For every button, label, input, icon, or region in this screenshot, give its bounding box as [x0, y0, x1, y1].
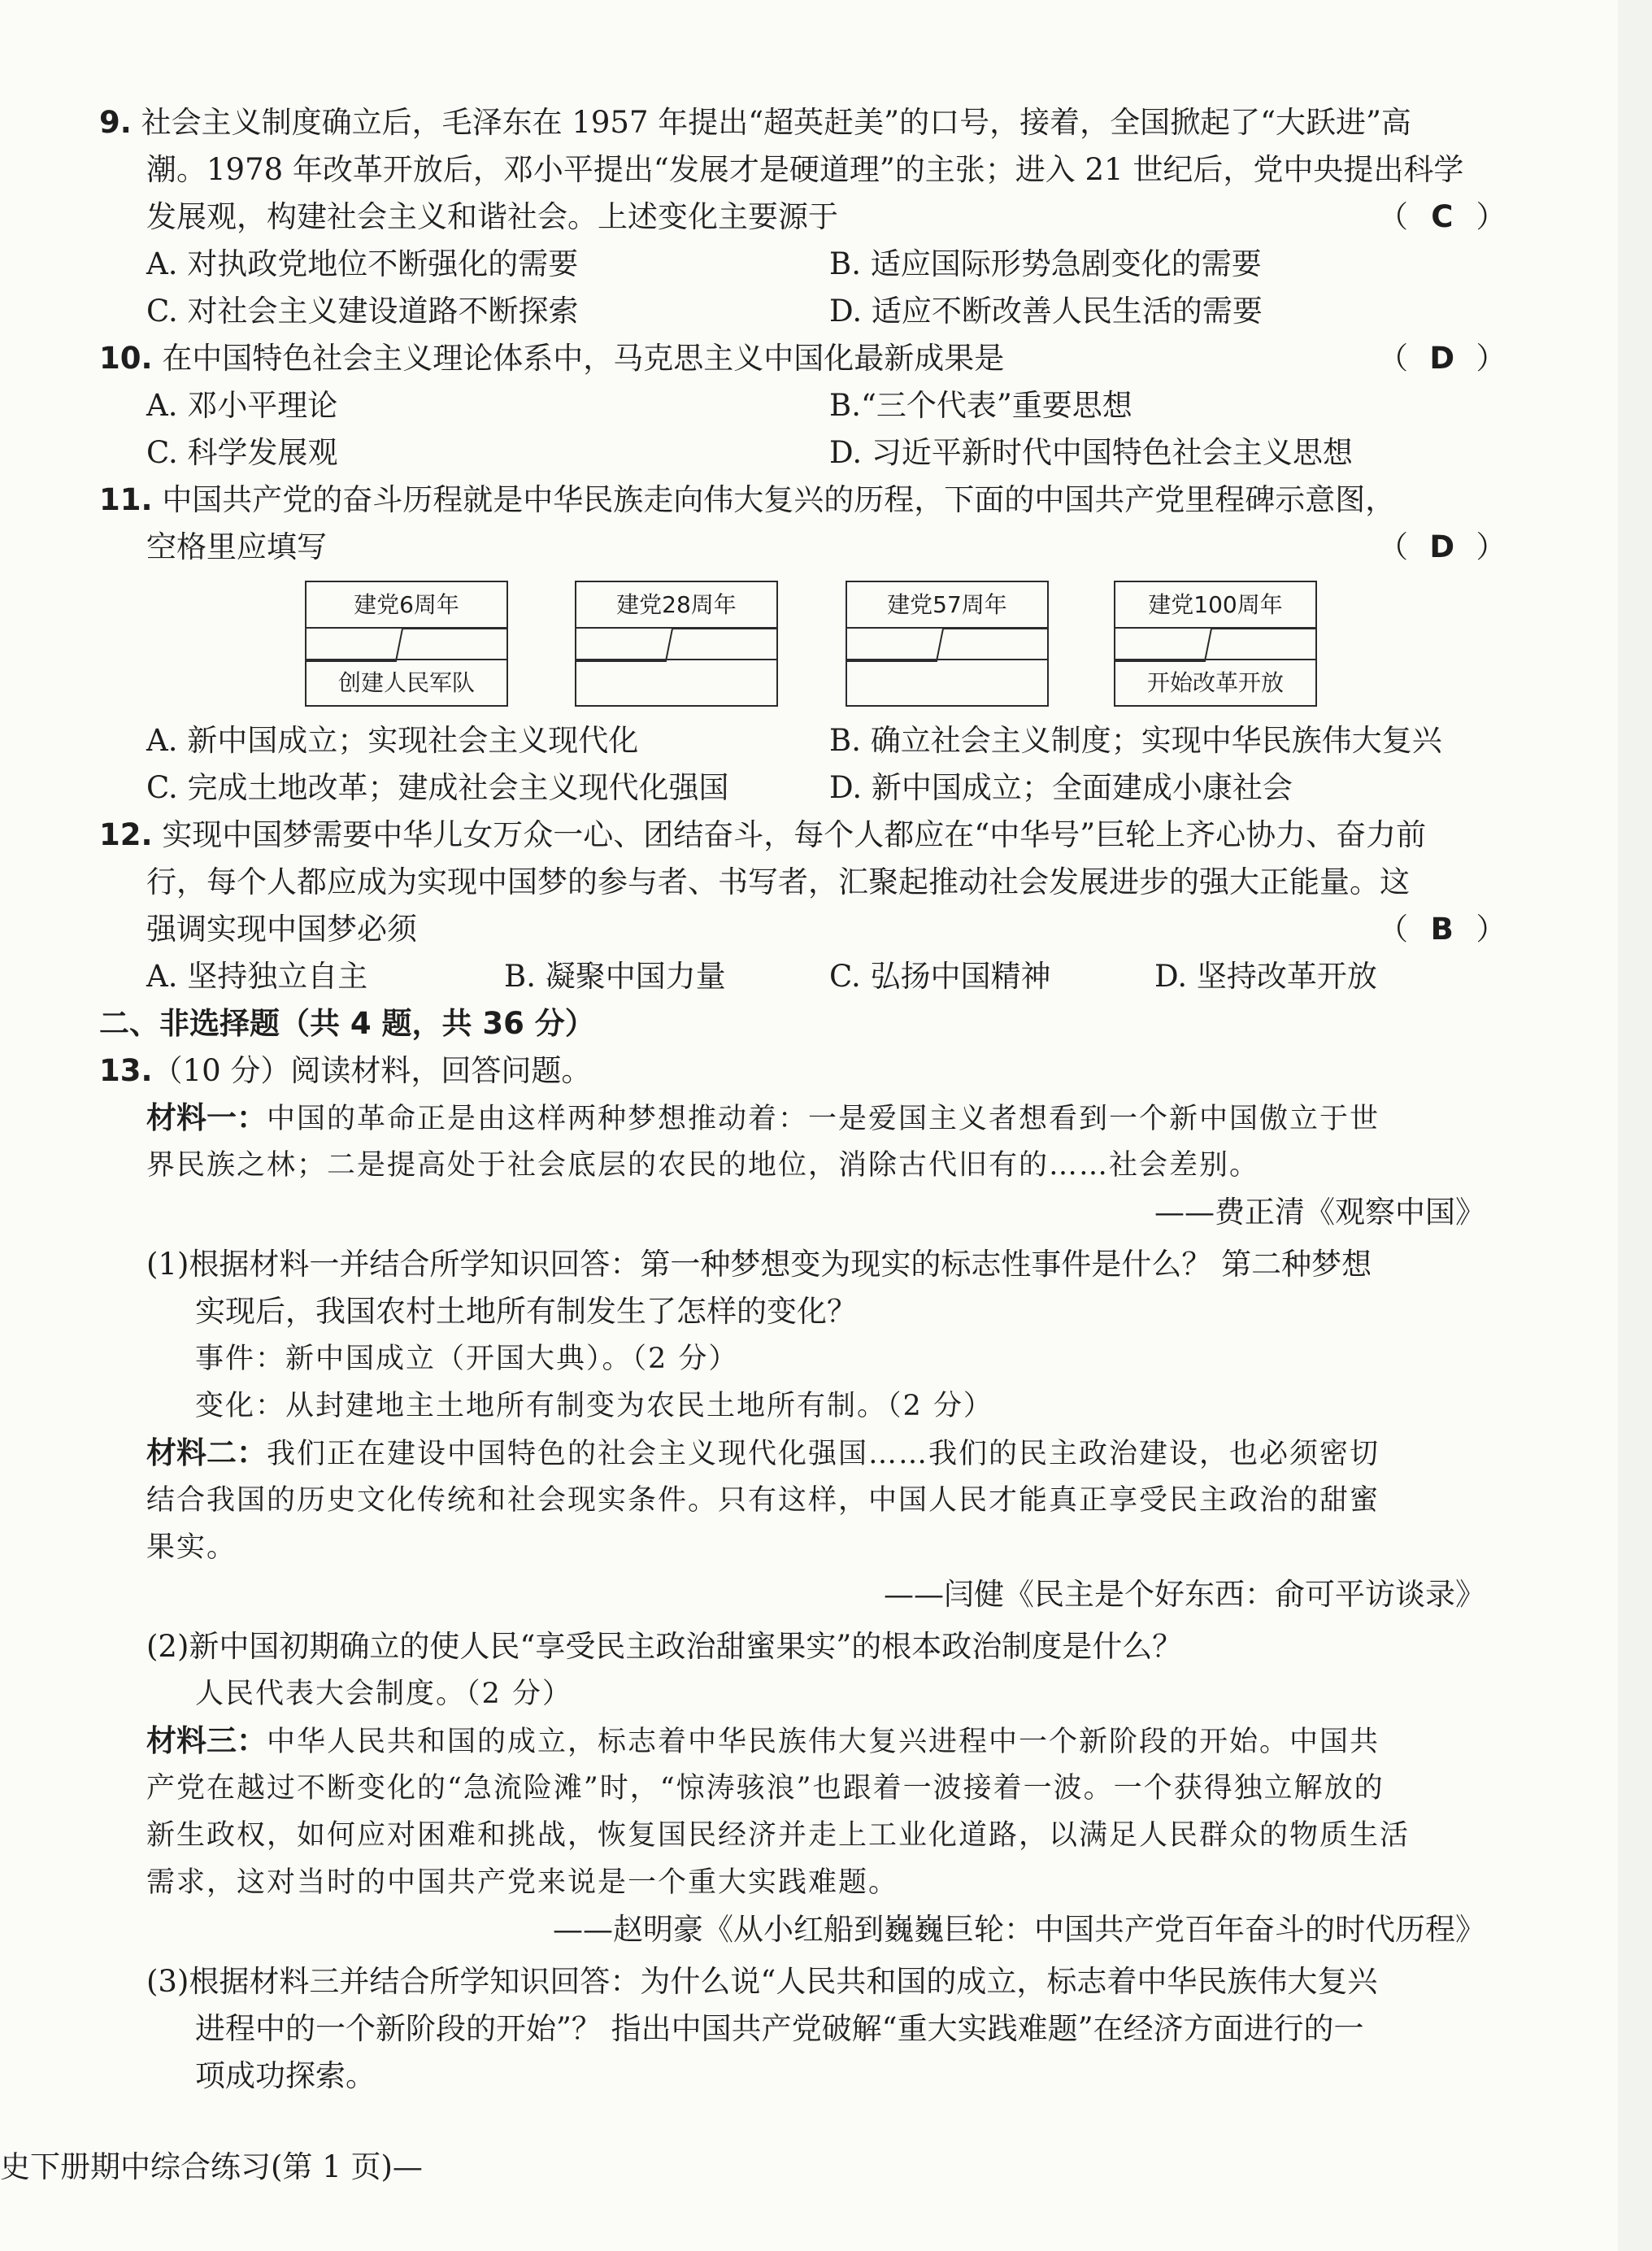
q10-answer: （ D ）: [1378, 338, 1506, 379]
q10-option-c: C. 科学发展观: [146, 435, 338, 470]
material2-label: 材料二：: [146, 1435, 267, 1470]
q11-option-d: D. 新中国成立；全面建成小康社会: [829, 770, 1293, 805]
milestone-2-event: [576, 659, 776, 705]
material3-label: 材料三：: [146, 1723, 267, 1758]
milestone-4-year: 建党100周年: [1115, 582, 1315, 629]
q12-option-b: B. 凝聚中国力量: [504, 959, 726, 994]
q13-part2-line1: (2)新中国初期确立的使人民“享受民主政治甜蜜果实”的根本政治制度是什么？: [146, 1629, 1183, 1664]
material1-line2: 界民族之林；二是提高处于社会底层的农民的地位，消除古代旧有的……社会差别。: [146, 1149, 1260, 1182]
q9-line1: [99, 102, 1411, 143]
q12-option-a: A. 坚持独立自主: [146, 959, 368, 994]
q9-option-a: A. 对执政党地位不断强化的需要: [146, 246, 579, 281]
q13-intro-line: [99, 1051, 591, 1091]
milestone-1-event: 创建人民军队: [306, 659, 506, 705]
material2-line1: [146, 1433, 1380, 1474]
milestone-box-1: [305, 581, 508, 707]
q13-part1-line2: 实现后，我国农村土地所有制发生了怎样的变化？: [195, 1294, 857, 1329]
material1-line1: [146, 1098, 1380, 1139]
q12-line2: 行，每个人都应成为实现中国梦的参与者、书写者，汇聚起推动社会发展进步的强大正能量。这: [146, 864, 1410, 899]
material2-line3: 果实。: [146, 1531, 237, 1564]
q12-text1: 实现中国梦需要中华儿女万众一心、团结奋斗，每个人都应在“中华号”巨轮上齐心协力、奋力前: [162, 817, 1427, 852]
material1-source: ——费正清《观察中国》: [1154, 1195, 1485, 1230]
q11-option-a: A. 新中国成立；实现社会主义现代化: [146, 723, 639, 758]
q11-number: 11.: [99, 482, 153, 517]
q13-part3-line3: 项成功探索。: [195, 2058, 376, 2093]
q13-intro: （10 分）阅读材料，回答问题。: [152, 1053, 592, 1088]
q9-option-b: B. 适应国际形势急剧变化的需要: [829, 246, 1262, 281]
q9-answer-letter: C: [1431, 199, 1454, 234]
q13-part2-answer: 人民代表大会制度。（2 分）: [195, 1678, 572, 1710]
q11-text1: 中国共产党的奋斗历程就是中华民族走向伟大复兴的历程，下面的中国共产党里程碑示意图，: [162, 482, 1396, 517]
q9-text1: 社会主义制度确立后，毛泽东在 1957 年提出“超英赶美”的口号，接着，全国掀起了“大跃进”高: [141, 105, 1411, 140]
q12-number: 12.: [99, 817, 153, 852]
page-footer: 史下册期中综合练习(第 1 页)—: [0, 2149, 423, 2184]
q10-answer-letter: D: [1429, 341, 1455, 376]
material2-line2: 结合我国的历史文化传统和社会现实条件。只有这样，中国人民才能真正享受民主政治的甜蜜: [146, 1484, 1380, 1517]
q11-answer-letter: D: [1429, 529, 1455, 564]
material2-text1: 我们正在建设中国特色的社会主义现代化强国……我们的民主政治建设，也必须密切: [267, 1438, 1380, 1470]
q9-number: 9.: [99, 105, 132, 140]
material3-line2: 产党在越过不断变化的“急流险滩”时，“惊涛骇浪”也跟着一波接着一波。一个获得独立解放的: [146, 1772, 1385, 1805]
q11-line1: [99, 480, 1395, 520]
q10-line1: [99, 338, 1004, 379]
q9-option-d: D. 适应不断改善人民生活的需要: [829, 294, 1263, 329]
q9-option-c: C. 对社会主义建设道路不断探索: [146, 294, 579, 329]
milestone-1-year: 建党6周年: [306, 582, 506, 629]
page-edge-shadow: [1618, 0, 1652, 2251]
q13-part1-answer2: 变化：从封建地主土地所有制变为农民土地所有制。（2 分）: [195, 1390, 993, 1422]
material3-source: ——赵明豪《从小红船到巍巍巨轮：中国共产党百年奋斗的时代历程》: [553, 1912, 1485, 1947]
q11-option-c: C. 完成土地改革；建成社会主义现代化强国: [146, 770, 729, 805]
q9-answer: （ C ）: [1378, 197, 1506, 237]
q12-line1: [99, 815, 1426, 856]
material1-label: 材料一：: [146, 1100, 267, 1135]
q10-option-d: D. 习近平新时代中国特色社会主义思想: [829, 435, 1353, 470]
milestone-box-4: [1114, 581, 1317, 707]
material2-source: ——闫健《民主是个好东西：俞可平访谈录》: [884, 1577, 1485, 1612]
milestone-3-year: 建党57周年: [847, 582, 1047, 629]
q10-option-a: A. 邓小平理论: [146, 388, 338, 423]
material1-text1: 中国的革命正是由这样两种梦想推动着：一是爱国主义者想看到一个新中国傲立于世: [267, 1103, 1380, 1135]
q12-answer-letter: B: [1430, 912, 1454, 947]
q12-line3: 强调实现中国梦必须: [146, 912, 417, 947]
material3-text1: 中华人民共和国的成立，标志着中华民族伟大复兴进程中一个新阶段的开始。中国共: [267, 1726, 1380, 1758]
q12-option-d: D. 坚持改革开放: [1154, 959, 1377, 994]
q12-option-c: C. 弘扬中国精神: [829, 959, 1051, 994]
q11-answer: （ D ）: [1378, 527, 1506, 568]
q12-answer: （ B ）: [1378, 909, 1506, 950]
q10-number: 10.: [99, 341, 153, 376]
material3-line4: 需求，这对当时的中国共产党来说是一个重大实践难题。: [146, 1866, 899, 1899]
material3-line3: 新生政权，如何应对困难和挑战，恢复国民经济并走上工业化道路，以满足人民群众的物质生活: [146, 1819, 1411, 1852]
material3-line1: [146, 1721, 1380, 1762]
q13-number: 13.: [99, 1053, 153, 1088]
q9-line2: 潮。1978 年改革开放后，邓小平提出“发展才是硬道理”的主张；进入 21 世纪后，党中央提出科学: [146, 152, 1464, 187]
q13-part3-line2: 进程中的一个新阶段的开始”？ 指出中国共产党破解“重大实践难题”在经济方面进行的一: [195, 2011, 1364, 2046]
q13-part1-line1: (1)根据材料一并结合所学知识回答：第一种梦想变为现实的标志性事件是什么？ 第二种梦想: [146, 1247, 1372, 1282]
section-heading: 二、非选择题（共 4 题，共 36 分）: [99, 1006, 595, 1041]
q10-text1: 在中国特色社会主义理论体系中，马克思主义中国化最新成果是: [162, 341, 1005, 376]
q11-line2: 空格里应填写: [146, 529, 327, 564]
q13-part3-line1: (3)根据材料三并结合所学知识回答：为什么说“人民共和国的成立，标志着中华民族伟大复兴: [146, 1964, 1378, 1999]
q9-line3: 发展观，构建社会主义和谐社会。上述变化主要源于: [146, 199, 838, 234]
milestone-box-2: [575, 581, 778, 707]
milestone-4-event: 开始改革开放: [1115, 659, 1315, 705]
milestone-3-event: [847, 659, 1047, 705]
q10-option-b: B.“三个代表”重要思想: [829, 388, 1132, 423]
milestone-2-year: 建党28周年: [576, 582, 776, 629]
milestone-box-3: [846, 581, 1049, 707]
q13-part1-answer1: 事件：新中国成立（开国大典）。（2 分）: [195, 1343, 739, 1375]
q11-option-b: B. 确立社会主义制度；实现中华民族伟大复兴: [829, 723, 1442, 758]
